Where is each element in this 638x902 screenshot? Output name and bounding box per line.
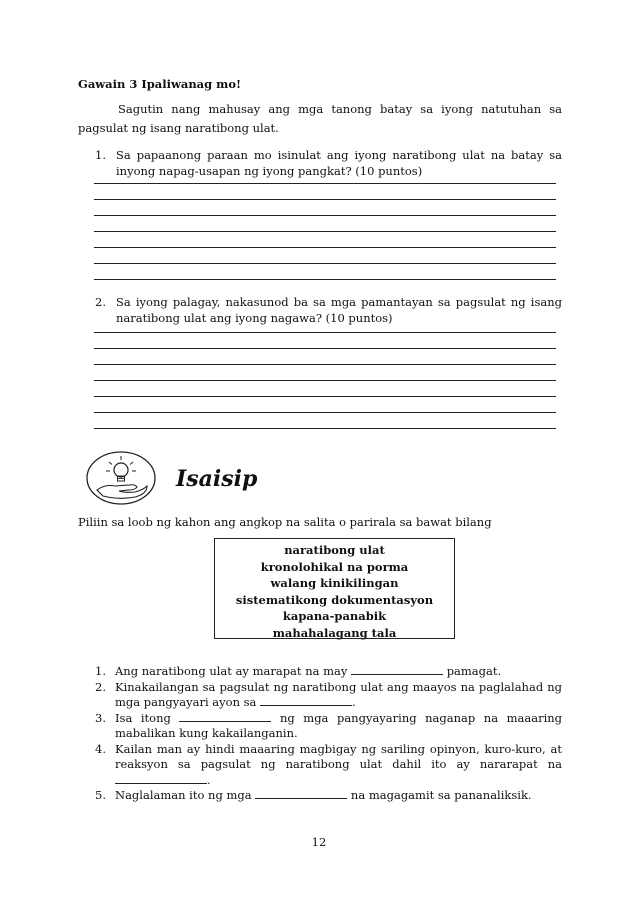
- word-bank-item: kapana-panabik: [282, 609, 387, 623]
- intro-paragraph: Sagutin nang mahusay ang mga tanong batay sa iyong natutuhan sa pagsulat ng isang naratibong ulat.: [78, 102, 562, 135]
- word-bank-item: mahahalagang tala: [272, 625, 397, 640]
- item-number: 3.: [95, 710, 106, 725]
- answer-blank[interactable]: [351, 664, 443, 675]
- answer-line[interactable]: [94, 317, 556, 333]
- section-title: Isaisip: [176, 466, 258, 492]
- fill-in-items: [95, 664, 562, 804]
- answer-lines-1[interactable]: [94, 168, 556, 280]
- item-text: Isa itong: [115, 710, 171, 725]
- activity-heading: Gawain 3 Ipaliwanag mo!: [78, 77, 242, 91]
- answer-line[interactable]: [94, 232, 556, 248]
- answer-line[interactable]: [94, 200, 556, 216]
- item-number: 2.: [95, 679, 106, 694]
- fill-in-item-2: [95, 680, 562, 711]
- word-bank-item: kronolohikal na porma: [260, 559, 409, 574]
- page-number: 12: [311, 835, 327, 849]
- answer-line[interactable]: [94, 184, 556, 200]
- lightbulb-hand-icon: [85, 450, 157, 506]
- answer-blank[interactable]: [179, 711, 271, 722]
- answer-line[interactable]: [94, 168, 556, 184]
- item-number: 4.: [95, 741, 106, 756]
- answer-blank[interactable]: [255, 788, 347, 799]
- fill-in-item-5: [95, 788, 562, 804]
- answer-line[interactable]: [94, 381, 556, 397]
- word-bank-box: [214, 538, 455, 639]
- item-text: Ang naratibong ulat ay marapat na may: [115, 664, 348, 678]
- answer-lines-2[interactable]: [94, 317, 556, 429]
- item-text: ng mga pangyayaring naganap na maaaring mabalikan kung kakailanganin.: [115, 710, 563, 740]
- item-text: Kailan man ay hindi maaaring magbigay ng sariling opinyon, kuro-kuro, at reaksyon sa pagsulat ng naratibong ulat dahil ito ay nararapat na: [115, 741, 562, 771]
- fill-in-item-1: [95, 664, 562, 680]
- question-number: 1.: [95, 148, 106, 162]
- item-text: pamagat.: [446, 664, 502, 678]
- item-text: .: [207, 772, 211, 787]
- instruction-text: Piliin sa loob ng kahon ang angkop na salita o parirala sa bawat bilang: [78, 515, 492, 529]
- answer-line[interactable]: [94, 264, 556, 280]
- item-number: 5.: [95, 788, 106, 802]
- item-number: 1.: [95, 664, 106, 678]
- answer-line[interactable]: [94, 248, 556, 264]
- answer-line[interactable]: [94, 397, 556, 413]
- question-text: Sa iyong palagay, nakasunod ba sa mga pamantayan sa pagsulat ng isang naratibong ulat ang iyong nagawa? (10 puntos): [116, 295, 562, 325]
- word-bank-item: naratibong ulat: [284, 543, 385, 557]
- answer-blank[interactable]: [115, 773, 207, 784]
- question-text: Sa papaanong paraan mo isinulat ang iyong naratibong ulat na batay sa inyong napag-usapan ng iyong pangkat? (10 puntos): [116, 148, 562, 178]
- fill-in-item-4: [95, 742, 562, 789]
- word-bank-item: sistematikong dokumentasyon: [235, 592, 434, 607]
- answer-line[interactable]: [94, 365, 556, 381]
- fill-in-item-3: [95, 711, 562, 742]
- answer-line[interactable]: [94, 333, 556, 349]
- item-text: Kinakailangan sa pagsulat ng naratibong ulat ang maayos na paglalahad ng mga pangyayari ayon sa: [115, 679, 562, 709]
- answer-blank[interactable]: [260, 695, 352, 706]
- item-text: Naglalaman ito ng mga: [115, 788, 252, 802]
- answer-line[interactable]: [94, 216, 556, 232]
- answer-line[interactable]: [94, 413, 556, 429]
- answer-line[interactable]: [94, 349, 556, 365]
- word-bank-item: walang kinikilingan: [270, 576, 399, 590]
- question-number: 2.: [95, 295, 106, 309]
- item-text: .: [352, 695, 356, 709]
- item-text: na magagamit sa pananaliksik.: [350, 788, 532, 802]
